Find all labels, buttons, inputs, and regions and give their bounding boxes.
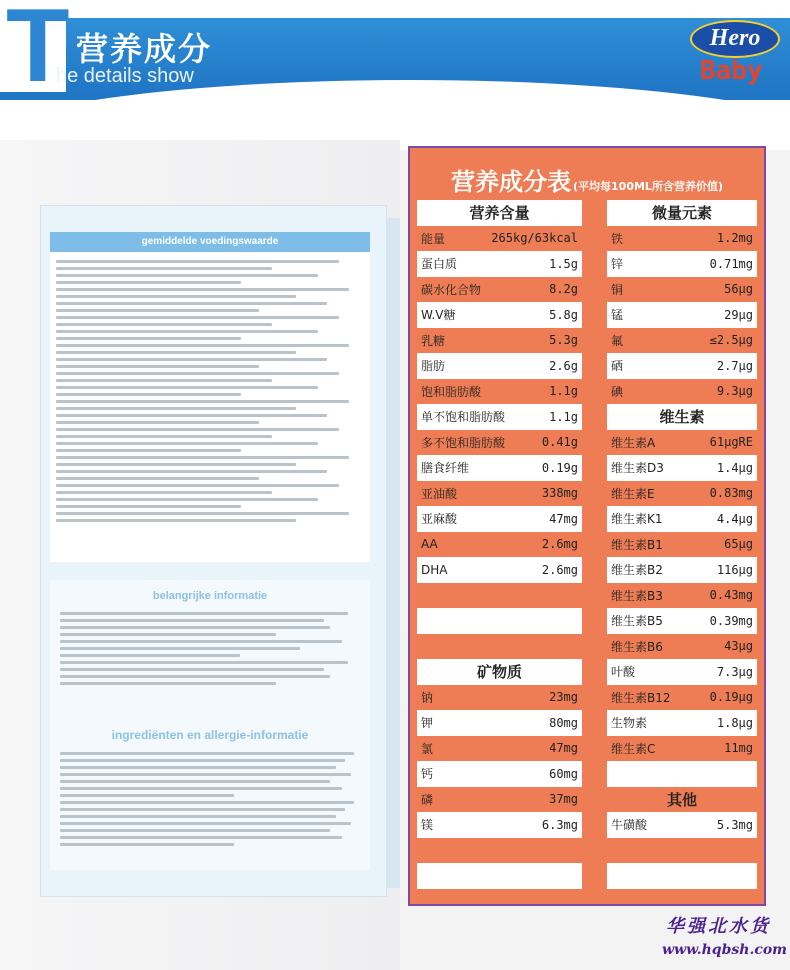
product-text-line <box>60 801 354 804</box>
table-row <box>607 353 757 379</box>
row-label: 亚油酸 <box>421 486 458 501</box>
product-text-line <box>56 260 339 263</box>
product-text-line <box>60 759 345 762</box>
product-text-line <box>60 675 330 678</box>
baby-logo: Baby <box>700 56 763 86</box>
row-label: 硒 <box>611 359 624 374</box>
row-label: 维生素B5 <box>611 614 663 629</box>
row-value: 23mg <box>549 690 578 705</box>
product-text-line <box>60 829 330 832</box>
row-label: 维生素B2 <box>611 563 663 578</box>
product-text-line <box>60 682 276 685</box>
product-text-line <box>60 752 354 755</box>
table-title-wrap <box>410 162 764 197</box>
row-value: 8.2g <box>549 282 578 297</box>
table-subtitle: (平均每100ML所含营养价值) <box>573 180 723 193</box>
table-blank-row <box>607 761 757 787</box>
table-row <box>417 506 582 532</box>
table-row <box>417 812 582 838</box>
table-right-column <box>607 200 757 889</box>
row-value: 80mg <box>549 715 578 730</box>
row-value: 2.7μg <box>716 358 753 373</box>
product-text-line <box>56 281 241 284</box>
row-label: 钠 <box>421 690 434 705</box>
product-text-line <box>60 794 234 797</box>
product-text-line <box>56 288 349 291</box>
product-text-line <box>56 309 259 312</box>
row-value: 1.2mg <box>716 231 753 246</box>
row-value: 9.3μg <box>716 384 753 399</box>
row-label: 乳糖 <box>421 333 446 348</box>
product-text-line <box>56 421 259 424</box>
row-value: 5.3mg <box>716 817 753 832</box>
product-ingredients-text <box>60 752 360 850</box>
row-label: 生物素 <box>611 716 648 731</box>
product-text-line <box>60 612 348 615</box>
header-nutrient-content: 营养含量 <box>417 200 582 226</box>
title-t-letter: T <box>6 0 70 104</box>
row-value: 338mg <box>541 486 578 501</box>
row-label: 维生素E <box>611 486 655 501</box>
row-label: 镁 <box>421 818 434 833</box>
table-row <box>417 455 582 481</box>
row-label: DHA <box>421 562 448 577</box>
row-label: W.V糖 <box>421 308 456 323</box>
row-label: 铜 <box>611 282 624 297</box>
row-label: 铁 <box>611 231 624 246</box>
product-text-line <box>60 633 276 636</box>
product-text-line <box>60 843 234 846</box>
product-text-line <box>56 491 272 494</box>
row-value: 2.6g <box>549 358 578 373</box>
product-text-line <box>60 640 342 643</box>
table-row <box>417 532 582 558</box>
product-text-line <box>56 512 349 515</box>
row-value: 29μg <box>724 307 753 322</box>
row-label: 碘 <box>611 384 624 399</box>
product-text-line <box>56 295 296 298</box>
table-row <box>417 404 582 430</box>
row-value: 47mg <box>549 511 578 526</box>
table-title: 营养成分表 <box>451 168 571 196</box>
row-value: 0.39mg <box>709 613 753 628</box>
table-row <box>417 226 582 252</box>
product-text-line <box>60 780 330 783</box>
row-label: 钾 <box>421 716 434 731</box>
table-row <box>417 787 582 813</box>
brand-name: 华强北水货 <box>666 916 771 937</box>
product-ingredients-title: ingrediënten en allergie-informatie <box>111 728 309 742</box>
table-row <box>607 812 757 838</box>
table-row <box>607 685 757 711</box>
row-label: 碳水化合物 <box>421 282 482 297</box>
product-text-line <box>56 337 241 340</box>
product-text-line <box>56 274 318 277</box>
table-row <box>607 532 757 558</box>
row-label: 饱和脂肪酸 <box>421 384 482 399</box>
product-text-line <box>60 647 300 650</box>
table-blank-row <box>417 838 582 864</box>
table-blank-row <box>417 583 582 609</box>
product-info-panel <box>50 580 370 870</box>
row-label: 牛磺酸 <box>611 818 648 833</box>
row-label: 磷 <box>421 792 434 807</box>
table-row <box>607 557 757 583</box>
product-text-line <box>56 316 339 319</box>
row-value: 60mg <box>549 766 578 781</box>
product-panel-title: gemiddelde voedingswaarde <box>50 232 370 252</box>
row-label: 蛋白质 <box>421 257 458 272</box>
product-text-line <box>56 519 296 522</box>
row-value: 1.8μg <box>716 715 753 730</box>
table-row <box>607 430 757 456</box>
product-text-line <box>56 323 272 326</box>
row-value: 5.3g <box>549 333 578 348</box>
product-text-line <box>56 470 327 473</box>
row-value: 1.1g <box>549 384 578 399</box>
header-vitamins: 维生素 <box>607 404 757 430</box>
row-value: 43μg <box>724 639 753 654</box>
row-label: 维生素A <box>611 435 656 450</box>
table-row <box>417 277 582 303</box>
row-label: 氯 <box>421 741 434 756</box>
product-text-line <box>56 414 327 417</box>
product-info-text <box>60 612 360 689</box>
row-value: 0.19μg <box>709 690 753 705</box>
product-text-line <box>56 372 339 375</box>
row-label: 锌 <box>611 257 624 272</box>
table-row <box>417 328 582 354</box>
row-value: 61μgRE <box>709 435 753 450</box>
row-label: 钙 <box>421 767 434 782</box>
row-label: 维生素B3 <box>611 588 663 603</box>
row-value: 7.3μg <box>716 664 753 679</box>
product-text-line <box>60 619 324 622</box>
table-row <box>417 761 582 787</box>
table-row <box>607 659 757 685</box>
product-text-line <box>56 330 318 333</box>
product-text-line <box>56 407 296 410</box>
table-blank-row <box>417 608 582 634</box>
row-value: ≤2.5μg <box>709 333 753 348</box>
row-value: 11mg <box>724 741 753 756</box>
row-label: 能量 <box>421 231 446 246</box>
row-value: 0.19g <box>541 460 578 475</box>
product-text-line <box>56 267 272 270</box>
table-row <box>607 608 757 634</box>
row-label: 维生素B6 <box>611 639 663 654</box>
row-value: 0.83mg <box>709 486 753 501</box>
product-text-line <box>56 428 339 431</box>
table-row <box>607 634 757 660</box>
row-value: 0.71mg <box>709 256 753 271</box>
table-row <box>417 379 582 405</box>
table-row <box>607 302 757 328</box>
table-row <box>607 251 757 277</box>
table-row <box>607 481 757 507</box>
row-value: 0.43mg <box>709 588 753 603</box>
product-text-line <box>60 654 240 657</box>
row-label: 维生素B12 <box>611 690 671 705</box>
row-label: 膳食纤维 <box>421 461 470 476</box>
row-value: 2.6mg <box>541 537 578 552</box>
table-row <box>607 226 757 252</box>
product-text-line <box>60 661 348 664</box>
row-label: AA <box>421 537 438 552</box>
row-label: 单不饱和脂肪酸 <box>421 410 506 425</box>
row-value: 37mg <box>549 792 578 807</box>
row-label: 锰 <box>611 308 624 323</box>
header-minerals: 矿物质 <box>417 659 582 685</box>
row-value: 65μg <box>724 537 753 552</box>
row-value: 265kg/63kcal <box>491 231 578 246</box>
row-value: 56μg <box>724 282 753 297</box>
table-row <box>417 685 582 711</box>
table-row <box>417 481 582 507</box>
table-blank-row <box>607 838 757 864</box>
product-text-line <box>56 449 241 452</box>
product-text-line <box>56 393 241 396</box>
table-row <box>417 302 582 328</box>
product-text-line <box>56 365 259 368</box>
product-text-line <box>56 358 327 361</box>
product-text-line <box>56 498 318 501</box>
row-label: 维生素D3 <box>611 461 664 476</box>
table-row <box>417 353 582 379</box>
header-other: 其他 <box>607 787 757 813</box>
row-label: 多不饱和脂肪酸 <box>421 435 506 450</box>
hero-logo: Hero <box>690 20 780 58</box>
row-value: 4.4μg <box>716 511 753 526</box>
row-value: 1.4μg <box>716 460 753 475</box>
product-text-line <box>60 626 330 629</box>
table-row <box>607 328 757 354</box>
row-label: 叶酸 <box>611 665 636 680</box>
product-text-line <box>56 302 327 305</box>
table-blank-row <box>417 863 582 889</box>
product-panel-text <box>56 260 364 526</box>
row-label: 维生素C <box>611 741 656 756</box>
table-row <box>417 251 582 277</box>
table-row <box>607 583 757 609</box>
table-row <box>607 277 757 303</box>
row-value: 0.41g <box>541 435 578 450</box>
product-text-line <box>56 442 318 445</box>
row-value: 5.8g <box>549 307 578 322</box>
product-text-line <box>60 773 351 776</box>
table-left-column <box>417 200 582 889</box>
product-text-line <box>60 787 342 790</box>
row-label: 维生素K1 <box>611 512 663 527</box>
row-value: 6.3mg <box>541 817 578 832</box>
product-nutrition-panel <box>50 232 370 562</box>
brand-url: www.hqbsh.com <box>662 942 787 958</box>
table-row <box>417 736 582 762</box>
table-blank-row <box>607 863 757 889</box>
product-text-line <box>56 379 272 382</box>
table-row <box>607 455 757 481</box>
product-text-line <box>60 766 336 769</box>
page-title: 营养成分 <box>76 30 213 68</box>
row-label: 亚麻酸 <box>421 512 458 527</box>
page-subtitle: he details show <box>56 65 194 87</box>
product-text-line <box>56 456 349 459</box>
table-blank-row <box>417 634 582 660</box>
row-value: 2.6mg <box>541 562 578 577</box>
product-text-line <box>56 505 241 508</box>
product-text-line <box>60 668 324 671</box>
product-text-line <box>56 463 296 466</box>
product-text-line <box>56 344 349 347</box>
product-text-line <box>60 815 336 818</box>
product-text-line <box>56 386 318 389</box>
table-row <box>607 710 757 736</box>
row-value: 1.1g <box>549 409 578 424</box>
row-value: 1.5g <box>549 256 578 271</box>
table-row <box>607 379 757 405</box>
row-value: 47mg <box>549 741 578 756</box>
table-row <box>417 430 582 456</box>
product-text-line <box>60 836 342 839</box>
product-text-line <box>60 822 351 825</box>
product-text-line <box>56 484 339 487</box>
table-row <box>607 506 757 532</box>
product-text-line <box>56 400 349 403</box>
table-row <box>417 557 582 583</box>
row-label: 氟 <box>611 333 624 348</box>
product-text-line <box>56 477 259 480</box>
row-label: 脂肪 <box>421 359 446 374</box>
table-row <box>607 736 757 762</box>
row-value: 116μg <box>716 562 753 577</box>
header-trace-elements: 微量元素 <box>607 200 757 226</box>
product-text-line <box>60 808 345 811</box>
product-info-title: belangrijke informatie <box>152 590 268 602</box>
row-label: 维生素B1 <box>611 537 663 552</box>
product-text-line <box>56 351 296 354</box>
table-row <box>417 710 582 736</box>
product-text-line <box>56 435 272 438</box>
